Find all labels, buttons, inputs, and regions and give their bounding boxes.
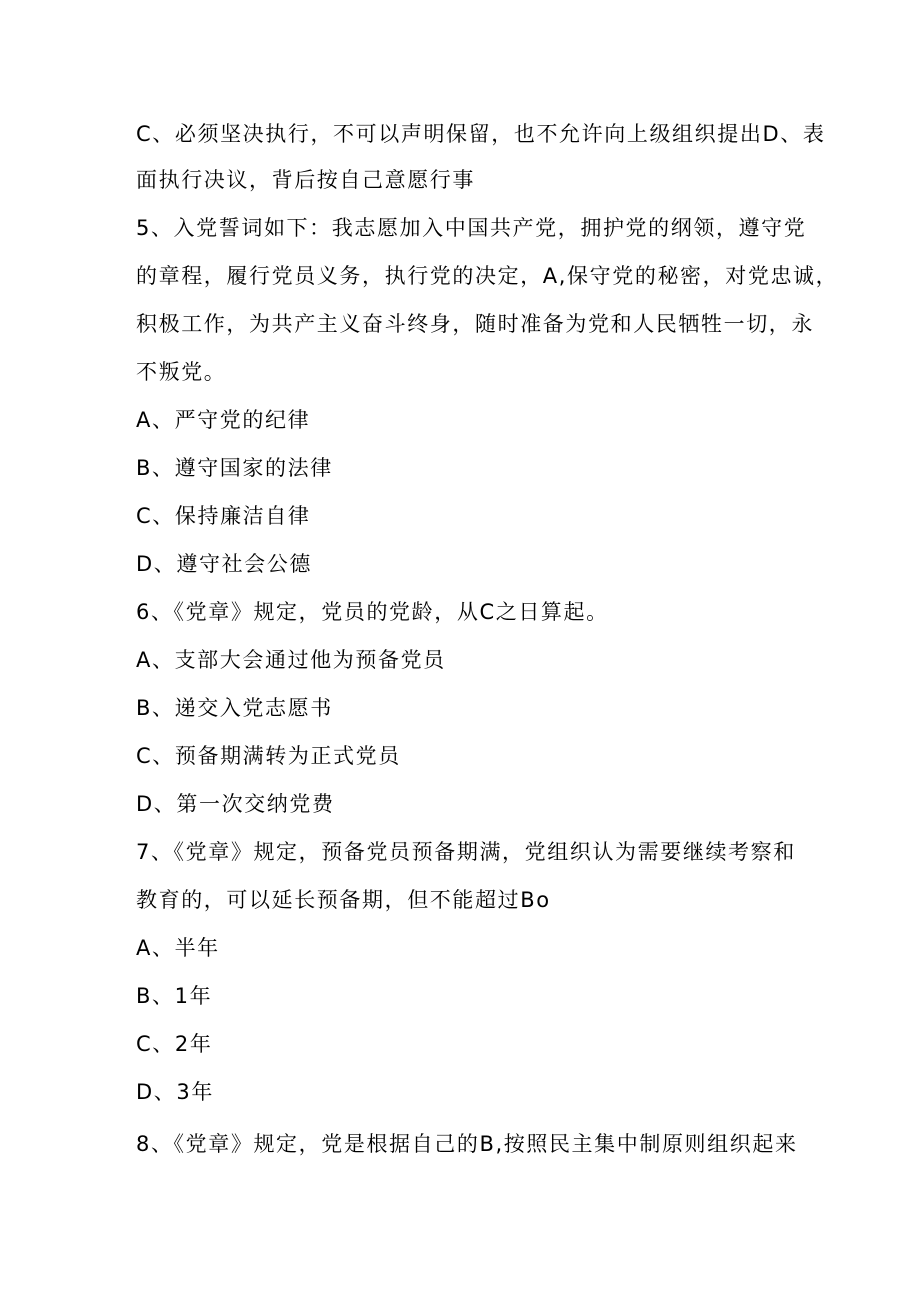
option-a: A、支部大会通过他为预备党员 [136,648,446,672]
option-d: D、遵守社会公德 [136,552,312,576]
option-b: B、遵守国家的法律 [136,456,333,480]
option-d: D、第一次交纳党费 [136,792,335,816]
option-b: B、1年 [136,984,213,1008]
question-5-line: 5、入党誓词如下：我志愿加入中国共产党，拥护党的纲领，遵守党 [136,216,807,240]
question-6-line: 6、《党章》规定，党员的党龄，从C之日算起。 [136,600,609,624]
question-8-line: 8、《党章》规定，党是根据自己的B,按照民主集中制原则组织起来 [136,1132,798,1156]
option-c: C、预备期满转为正式党员 [136,744,401,768]
text-line: 积极工作，为共产主义奋斗终身，随时准备为党和人民牺牲一切，永 [136,312,814,336]
option-d: D、3年 [136,1080,214,1104]
text-line: 不叛党。 [136,360,227,384]
option-a: A、严守党的纪律 [136,408,311,432]
option-c: C、2年 [136,1032,213,1056]
text-line: 的章程，履行党员义务，执行党的决定，A,保守党的秘密，对党忠诚， [136,264,839,288]
option-a: A、半年 [136,936,220,960]
option-c: C、保持廉洁自律 [136,504,311,528]
text-line: C、必须坚决执行，不可以声明保留，也不允许向上级组织提出D、表 [136,122,826,146]
option-b: B、递交入党志愿书 [136,696,333,720]
question-7-line: 7、《党章》规定，预备党员预备期满，党组织认为需要继续考察和 [136,840,796,864]
text-line: 面执行决议，背后按自己意愿行事 [136,168,475,192]
text-line: 教育的，可以延长预备期，但不能超过Bo [136,888,551,912]
